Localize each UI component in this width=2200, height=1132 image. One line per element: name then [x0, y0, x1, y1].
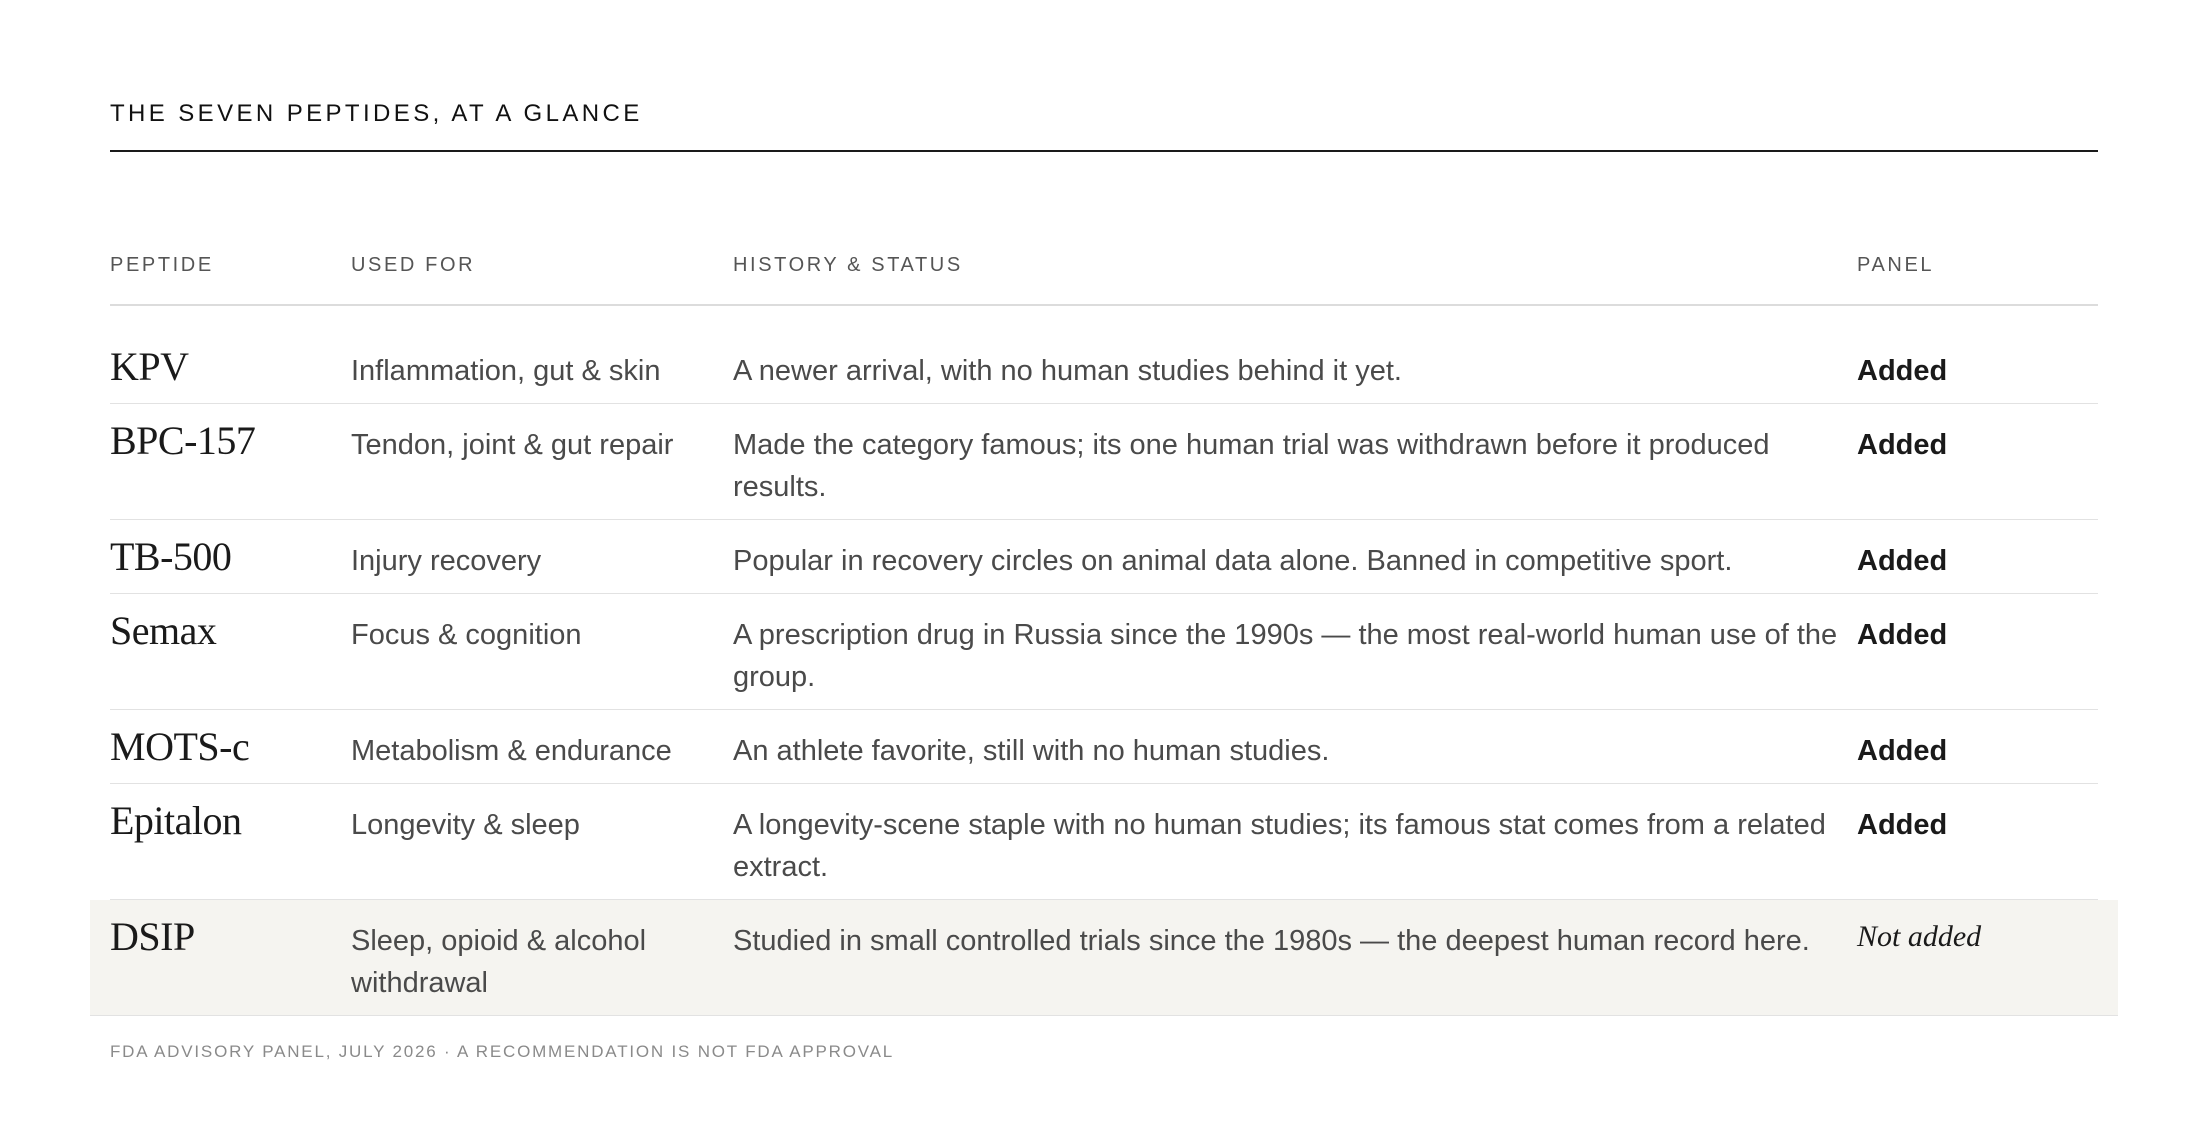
panel-status: Not added: [1857, 920, 1982, 953]
used-for-cell: Sleep, opioid & alcohol withdrawal: [351, 925, 647, 999]
used-for-cell: Injury recovery: [351, 545, 542, 577]
history-cell: Made the category famous; its one human trial was withdrawn before it produced results.: [733, 429, 1770, 503]
table-row: [110, 594, 2098, 710]
table-row: [110, 404, 2098, 520]
panel-status: Added: [1857, 735, 1948, 767]
peptide-table: [110, 240, 2098, 1016]
column-header-peptide: PEPTIDE: [110, 254, 214, 276]
peptide-name: Semax: [110, 608, 217, 653]
footnote: FDA ADVISORY PANEL, JULY 2026 · A RECOMMENDATION IS NOT FDA APPROVAL: [110, 1042, 895, 1061]
used-for-cell: Focus & cognition: [351, 619, 582, 651]
title-divider: [110, 150, 2098, 152]
panel-status: Added: [1857, 809, 1948, 841]
history-cell: A prescription drug in Russia since the 1990s — the most real-world human use of the group.: [733, 619, 1838, 693]
used-for-cell: Longevity & sleep: [351, 809, 580, 841]
history-cell: An athlete favorite, still with no human studies.: [733, 735, 1330, 767]
panel-status: Added: [1857, 545, 1948, 577]
column-header-panel: PANEL: [1857, 254, 1935, 276]
history-cell: Studied in small controlled trials since the 1980s — the deepest human record here.: [733, 925, 1810, 957]
panel-status: Added: [1857, 355, 1948, 387]
column-header-used-for: USED FOR: [351, 254, 476, 276]
peptide-name: BPC-157: [110, 418, 256, 463]
used-for-cell: Tendon, joint & gut repair: [351, 429, 674, 461]
table-row: [110, 330, 2098, 404]
peptide-name: KPV: [110, 344, 189, 389]
history-cell: A longevity-scene staple with no human studies; its famous stat comes from a related extract.: [733, 809, 1826, 883]
table-row: [110, 520, 2098, 594]
table-row-highlighted: [90, 900, 2118, 1016]
table-body: [110, 330, 2098, 1016]
peptide-name: Epitalon: [110, 798, 242, 843]
table-row: [110, 784, 2098, 900]
used-for-cell: Metabolism & endurance: [351, 735, 672, 767]
section-title: THE SEVEN PEPTIDES, AT A GLANCE: [110, 100, 643, 127]
peptide-name: DSIP: [110, 914, 195, 959]
history-cell: A newer arrival, with no human studies behind it yet.: [733, 355, 1402, 387]
column-header-history: HISTORY & STATUS: [733, 254, 963, 276]
peptide-name: TB-500: [110, 534, 232, 579]
panel-status: Added: [1857, 619, 1948, 651]
table-header: [110, 240, 2098, 306]
used-for-cell: Inflammation, gut & skin: [351, 355, 661, 387]
panel-status: Added: [1857, 429, 1948, 461]
peptide-name: MOTS-c: [110, 724, 250, 769]
table-row: [110, 710, 2098, 784]
history-cell: Popular in recovery circles on animal data alone. Banned in competitive sport.: [733, 545, 1733, 577]
